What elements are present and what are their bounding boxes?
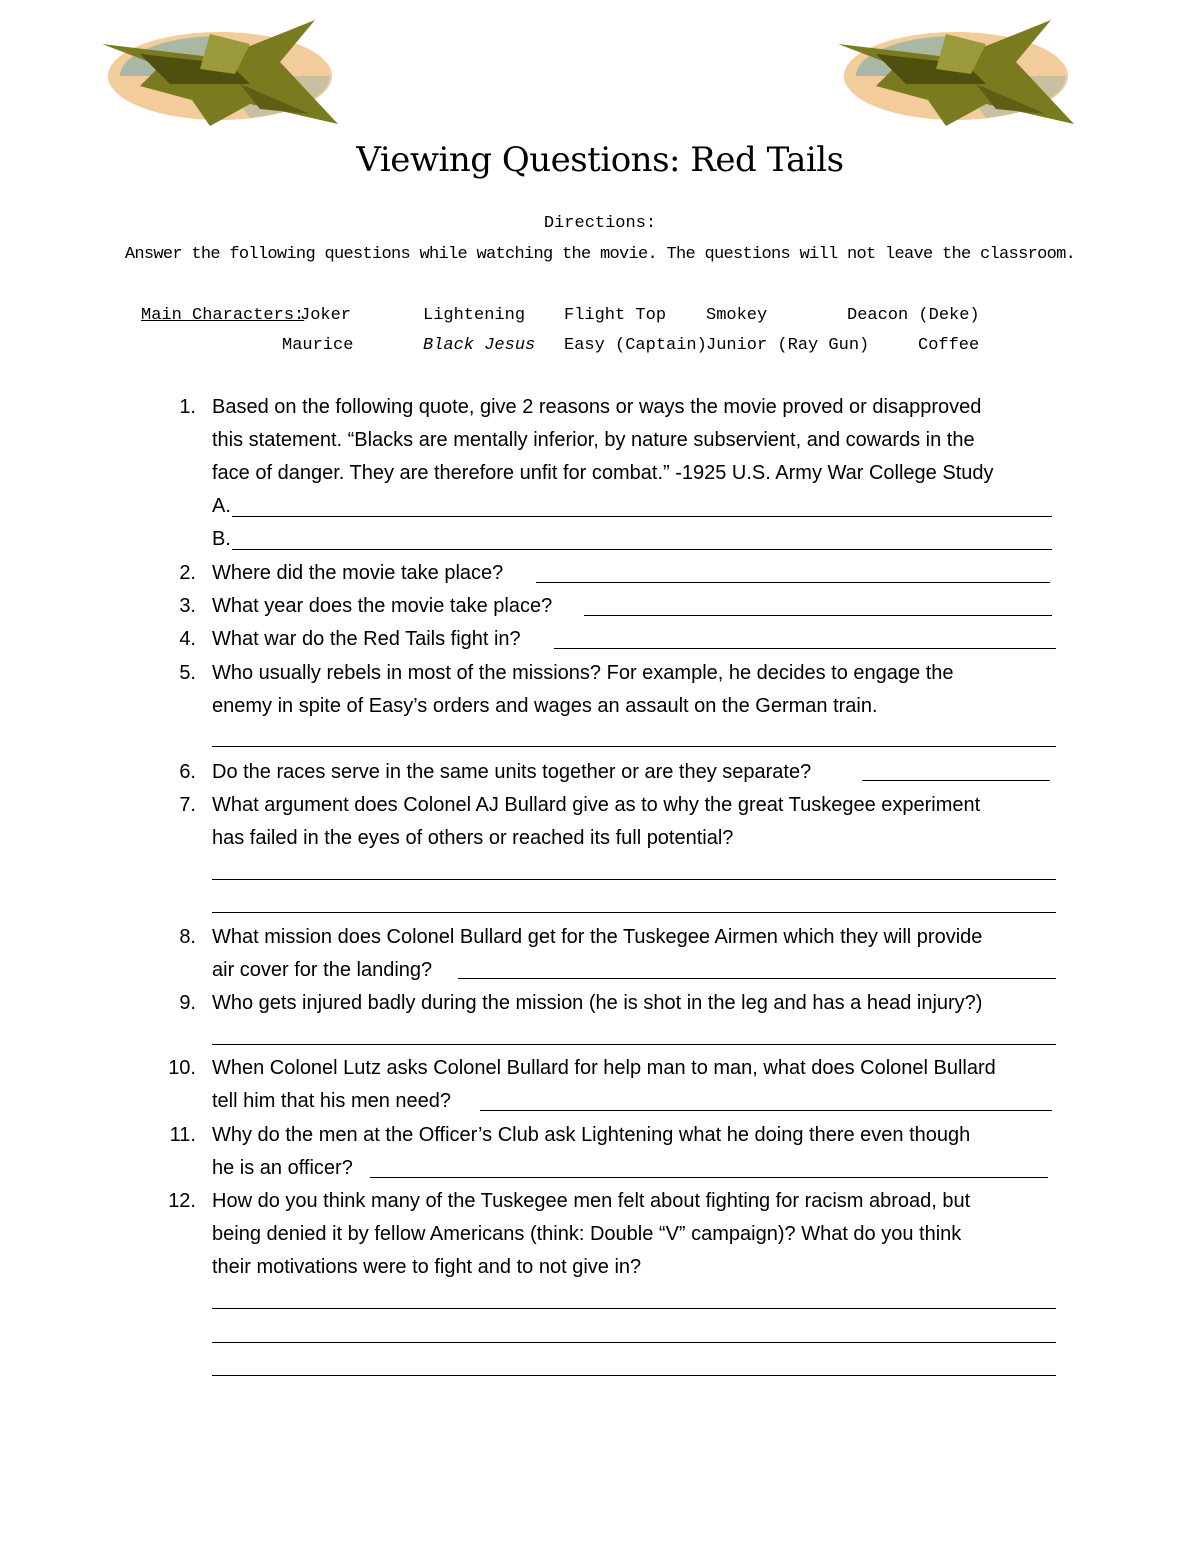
answer-line[interactable] (212, 879, 1056, 880)
answer-line[interactable] (480, 1110, 1052, 1111)
question-number: 4. (179, 628, 196, 650)
question-number: 7. (179, 794, 196, 816)
answer-line-b[interactable] (232, 549, 1052, 550)
answer-line[interactable] (584, 615, 1052, 616)
fighter-plane-logo-left (100, 14, 340, 130)
question-text: has failed in the eyes of others or reached its full potential? (212, 827, 734, 850)
question-text: tell him that his men need? (212, 1090, 452, 1113)
question-text: How do you think many of the Tuskegee men felt about fighting for racism abroad, but (212, 1190, 971, 1212)
character-name: Easy (Captain) (564, 336, 707, 355)
main-characters-label: Main Characters: (141, 306, 305, 325)
question-text: What argument does Colonel AJ Bullard give as to why the great Tuskegee experiment (212, 794, 981, 816)
question-number: 5. (179, 662, 196, 684)
question-text: this statement. “Blacks are mentally inferior, by nature subservient, and cowards in the (212, 429, 975, 452)
answer-label-a: A. (212, 495, 231, 517)
question-text: Do the races serve in the same units together or are they separate? (212, 761, 812, 783)
question-text: When Colonel Lutz asks Colonel Bullard for help man to man, what does Colonel Bullard (212, 1057, 996, 1079)
question-text: Who usually rebels in most of the missions? For example, he decides to engage the (212, 662, 954, 684)
question-text: Based on the following quote, give 2 reasons or ways the movie proved or disapproved (212, 396, 982, 418)
answer-label-b: B. (212, 528, 231, 550)
character-name: Smokey (706, 306, 768, 325)
character-name: Junior (Ray Gun) (706, 336, 870, 355)
question-text: Where did the movie take place? (212, 562, 504, 584)
question-text: air cover for the landing? (212, 959, 433, 982)
question-text: enemy in spite of Easy’s orders and wages an assault on the German train. (212, 695, 878, 718)
question-number: 10. (168, 1057, 196, 1079)
answer-line[interactable] (212, 1308, 1056, 1309)
answer-line[interactable] (458, 978, 1056, 979)
directions-label: Directions: (543, 214, 657, 233)
question-text: being denied it by fellow Americans (think: Double “V” campaign)? What do you think (212, 1223, 962, 1246)
character-name: Black Jesus (423, 336, 536, 355)
answer-line[interactable] (212, 1375, 1056, 1376)
answer-line[interactable] (536, 582, 1050, 583)
character-name: Maurice (282, 336, 354, 355)
question-text: Why do the men at the Officer’s Club ask Lightening what he doing there even though (212, 1124, 971, 1146)
answer-line-a[interactable] (232, 516, 1052, 517)
question-text: What mission does Colonel Bullard get for the Tuskegee Airmen which they will provide (212, 926, 983, 948)
question-text: their motivations were to fight and to not give in? (212, 1256, 642, 1279)
question-number: 11. (169, 1124, 196, 1146)
question-text: he is an officer? (212, 1157, 353, 1180)
question-number: 2. (179, 562, 196, 584)
question-number: 1. (179, 396, 196, 418)
directions-text: Answer the following questions while watching the movie. The questions will not leave the classroom. (124, 245, 1076, 264)
character-name: Lightening (423, 306, 526, 325)
question-number: 8. (179, 926, 196, 948)
answer-line[interactable] (862, 780, 1050, 781)
question-number: 12. (168, 1190, 196, 1212)
answer-line[interactable] (370, 1177, 1048, 1178)
character-name: Deacon (Deke) (847, 306, 980, 325)
question-number: 9. (179, 992, 196, 1014)
answer-line[interactable] (212, 912, 1056, 913)
page-title: Viewing Questions: Red Tails (356, 140, 844, 180)
question-number: 6. (179, 761, 196, 783)
question-text: face of danger. They are therefore unfit for combat.” -1925 U.S. Army War College Study (212, 462, 994, 485)
question-number: 3. (179, 595, 196, 617)
answer-line[interactable] (212, 1044, 1056, 1045)
character-name: Flight Top (564, 306, 667, 325)
fighter-plane-logo-right (836, 14, 1076, 130)
question-text: What year does the movie take place? (212, 595, 553, 617)
question-text: What war do the Red Tails fight in? (212, 628, 521, 650)
answer-line[interactable] (554, 648, 1056, 649)
answer-line[interactable] (212, 1342, 1056, 1343)
character-name: Coffee (918, 336, 980, 355)
character-name: Joker (300, 306, 352, 325)
answer-line[interactable] (212, 746, 1056, 747)
question-text: Who gets injured badly during the mission (he is shot in the leg and has a head injury?) (212, 992, 983, 1014)
